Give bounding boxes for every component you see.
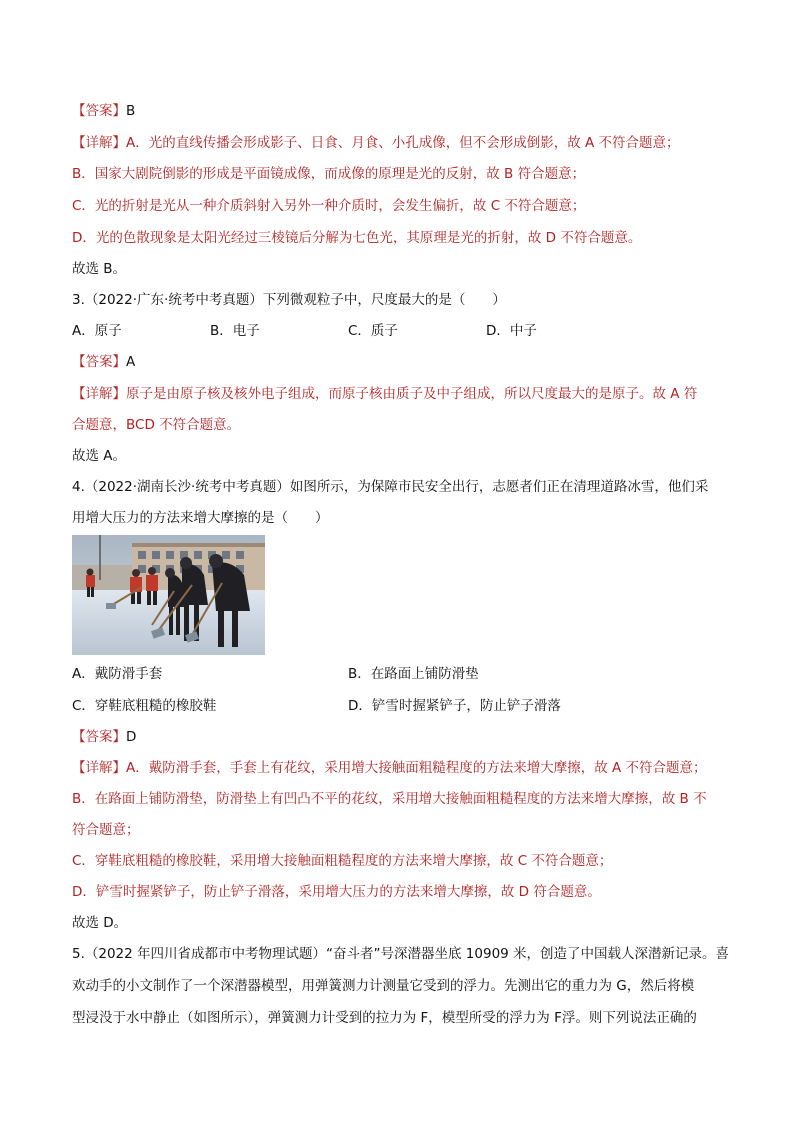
q4-detail-line-1: 【详解】A．戴防滑手套，手套上有花纹，采用增大接触面粗糙程度的方法来增大摩擦，故 A 不符合题意； [72,760,707,776]
answer-label: 【答案】 [72,103,126,119]
answer-value: B [126,103,136,119]
detail-label: 【详解】 [72,760,126,776]
q2-detail-line-4: D．光的色散现象是太阳光经过三棱镜后分解为七色光，其原理是光的折射，故 D 不符合题意。 [72,230,642,246]
q4-detail-line-2: B．在路面上铺防滑垫，防滑垫上有凹凸不平的花纹，采用增大接触面粗糙程度的方法来增大摩擦，故 B 不 [72,791,707,807]
q4-option-c: C．穿鞋底粗糙的橡胶鞋 [72,698,217,714]
snow-clearing-photo [72,535,265,655]
q2-detail-line-3: C．光的折射是光从一种介质斜射入另外一种介质时，会发生偏折，故 C 不符合题意； [72,198,586,214]
q3-option-d: D．中子 [486,323,537,339]
detail-label: 【详解】 [72,135,126,151]
q4-stem-line-2: 用增大压力的方法来增大摩擦的是（ ） [72,510,329,526]
answer-value: A [126,354,136,370]
q3-detail-line-1: 【详解】原子是由原子核及核外电子组成，而原子核由质子及中子组成，所以尺度最大的是原子。故 A 符 [72,386,698,402]
q3-stem: 3.（2022·广东·统考中考真题）下列微观粒子中，尺度最大的是（ ） [72,292,506,308]
q4-option-d: D．铲雪时握紧铲子，防止铲子滑落 [348,698,561,714]
q4-detail-line-4: C．穿鞋底粗糙的橡胶鞋，采用增大接触面粗糙程度的方法来增大摩擦，故 C 不符合题意； [72,853,613,869]
q5-stem-line-1: 5.（2022 年四川省成都市中考物理试题）“奋斗者”号深潜器坐底 10909 米，创造了中国载人深潜新记录。喜 [72,946,730,962]
q3-option-b: B．电子 [210,323,260,339]
detail-label: 【详解】 [72,386,126,402]
answer-label: 【答案】 [72,729,126,745]
q5-stem-line-2: 欢动手的小文制作了一个深潜器模型，用弹簧测力计测量它受到的浮力。先测出它的重力为 G，然后将模 [72,978,695,994]
q4-answer [72,727,136,747]
q5-stem-line-3: 型浸没于水中静止（如图所示），弹簧测力计受到的拉力为 F，模型所受的浮力为 F浮。则下列说法正确的 [72,1010,697,1026]
q4-conclusion: 故选 D。 [72,915,128,931]
q4-option-b: B．在路面上铺防滑垫 [348,666,479,682]
q3-option-a: A．原子 [72,323,122,339]
q2-conclusion: 故选 B。 [72,261,127,277]
q4-option-a: A．戴防滑手套 [72,666,163,682]
q4-detail-line-5: D．铲雪时握紧铲子，防止铲子滑落，采用增大压力的方法来增大摩擦，故 D 符合题意。 [72,884,601,900]
q3-conclusion: 故选 A。 [72,448,127,464]
q3-answer [72,352,135,372]
q3-detail-line-2: 合题意，BCD 不符合题意。 [72,417,241,433]
answer-value: D [126,729,137,745]
q2-detail-line-2: B．国家大剧院倒影的形成是平面镜成像，而成像的原理是光的反射，故 B 符合题意； [72,166,586,182]
q2-detail-line-1: 【详解】A．光的直线传播会形成影子、日食、月食、小孔成像，但不会形成倒影，故 A 不符合题意； [72,135,680,151]
q2-answer [72,101,135,121]
q3-option-c: C．质子 [348,323,398,339]
answer-label: 【答案】 [72,354,126,370]
q4-detail-line-3: 符合题意； [72,822,140,838]
q4-stem-line-1: 4.（2022·湖南长沙·统考中考真题）如图所示，为保障市民安全出行，志愿者们正在清理道路冰雪，他们采 [72,479,709,495]
